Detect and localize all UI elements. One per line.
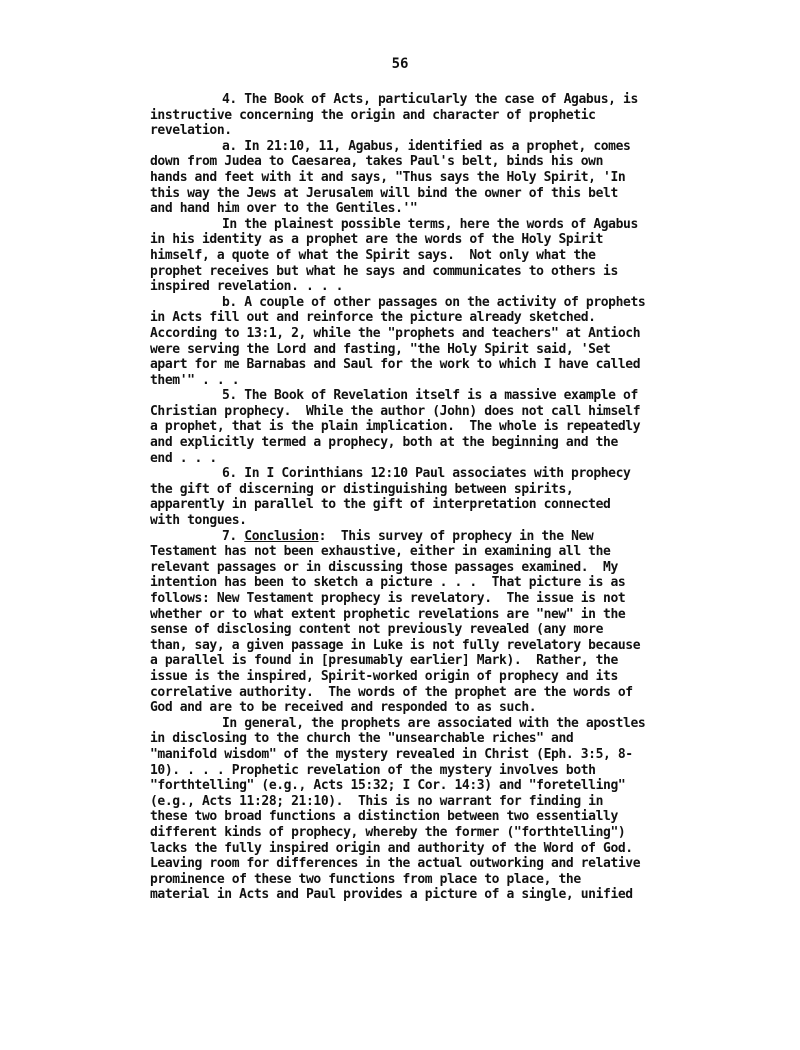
text-line: revelation. [150,123,232,139]
text-line: issue is the inspired, Spirit-worked origin of prophecy and its [150,668,618,684]
body-text [150,92,722,903]
text-line: 10). . . . Prophetic revelation of the mystery involves both [150,762,596,778]
text-line: and explicitly termed a prophecy, both at the beginning and the [150,435,618,451]
text-line: in his identity as a prophet are the words of the Holy Spirit [150,232,604,248]
text-line: correlative authority. The words of the prophet are the words of [150,684,633,700]
text-line: sense of disclosing content not previously revealed (any more [150,622,604,638]
text-line: material in Acts and Paul provides a picture of a single, unified [150,887,633,903]
text-line: and hand him over to the Gentiles.'" [150,201,418,217]
text-line: Testament has not been exhaustive, either in examining all the [150,544,611,560]
text-line: inspired revelation. . . . [150,279,344,295]
text-line: this way the Jews at Jerusalem will bind the owner of this belt [150,185,618,201]
item-number: 7. [222,528,245,544]
text-line: relevant passages or in discussing those passages examined. My [150,559,618,575]
text-line: himself, a quote of what the Spirit says. Not only what the [150,247,596,263]
text-line: prominence of these two functions from place to place, the [150,871,581,887]
text-line: God and are to be received and responded to as such. [150,700,537,716]
text-line: prophet receives but what he says and communicates to others is [150,263,618,279]
text-line: In the plainest possible terms, here the words of Agabus [222,216,638,232]
text-line: According to 13:1, 2, while the "prophets and teachers" at Antioch [150,325,641,341]
text-line: a parallel is found in [presumably earlier] Mark). Rather, the [150,653,618,669]
text-line: apart for me Barnabas and Saul for the work to which I have called [150,357,641,373]
page-number: 56 [391,56,409,72]
text-line: 4. The Book of Acts, particularly the case of Agabus, is [222,92,638,107]
text-line: end . . . [150,450,217,466]
text-line: different kinds of prophecy, whereby the former ("forthtelling") [150,824,626,840]
text-line: in Acts fill out and reinforce the picture already sketched. [150,310,596,326]
text-line: lacks the fully inspired origin and authority of the Word of God. [150,840,633,856]
text-line: were serving the Lord and fasting, "the Holy Spirit said, 'Set [150,341,611,357]
text-line: follows: New Testament prophecy is revelatory. The issue is not [150,591,626,606]
text-line: hands and feet with it and says, "Thus says the Holy Spirit, 'In [150,169,626,185]
text-line: In general, the prophets are associated with the apostles [222,715,646,731]
text-line: "forthtelling" (e.g., Acts 15:32; I Cor. 14:3) and "foretelling" [150,778,626,794]
text-line: whether or to what extent prophetic revelations are "new" in the [150,606,626,622]
text-line: them'" . . . [150,372,240,388]
text-line: b. A couple of other passages on the activity of prophets [222,294,646,310]
text-line: a. In 21:10, 11, Agabus, identified as a prophet, comes [222,138,631,154]
underlined-heading: Conclusion [244,528,319,544]
text-line: (e.g., Acts 11:28; 21:10). This is no warrant for finding in [150,793,604,809]
text-line: a prophet, that is the plain implication. The whole is repeatedly [150,419,641,435]
text-line [150,529,722,545]
line-text: : This survey of prophecy in the New [318,528,594,544]
text-line: with tongues. [150,513,247,529]
text-line: 6. In I Corinthians 12:10 Paul associates with prophecy [222,466,631,482]
text-line: apparently in parallel to the gift of interpretation connected [150,497,611,513]
text-line: than, say, a given passage in Luke is not fully revelatory because [150,637,641,653]
text-line: Christian prophecy. While the author (John) does not call himself [150,403,641,419]
text-line: in disclosing to the church the "unsearchable riches" and [150,731,574,747]
text-line: down from Judea to Caesarea, takes Paul's belt, binds his own [150,154,604,170]
text-line: these two broad functions a distinction between two essentially [150,809,618,825]
text-line: intention has been to sketch a picture . . . That picture is as [150,575,626,591]
text-line: 5. The Book of Revelation itself is a massive example of [222,388,638,404]
text-line: the gift of discerning or distinguishing between spirits, [150,481,574,497]
text-line: Leaving room for differences in the actual outworking and relative [150,856,641,872]
text-line: instructive concerning the origin and character of prophetic [150,107,596,123]
text-line: "manifold wisdom" of the mystery revealed in Christ (Eph. 3:5, 8- [150,746,633,762]
